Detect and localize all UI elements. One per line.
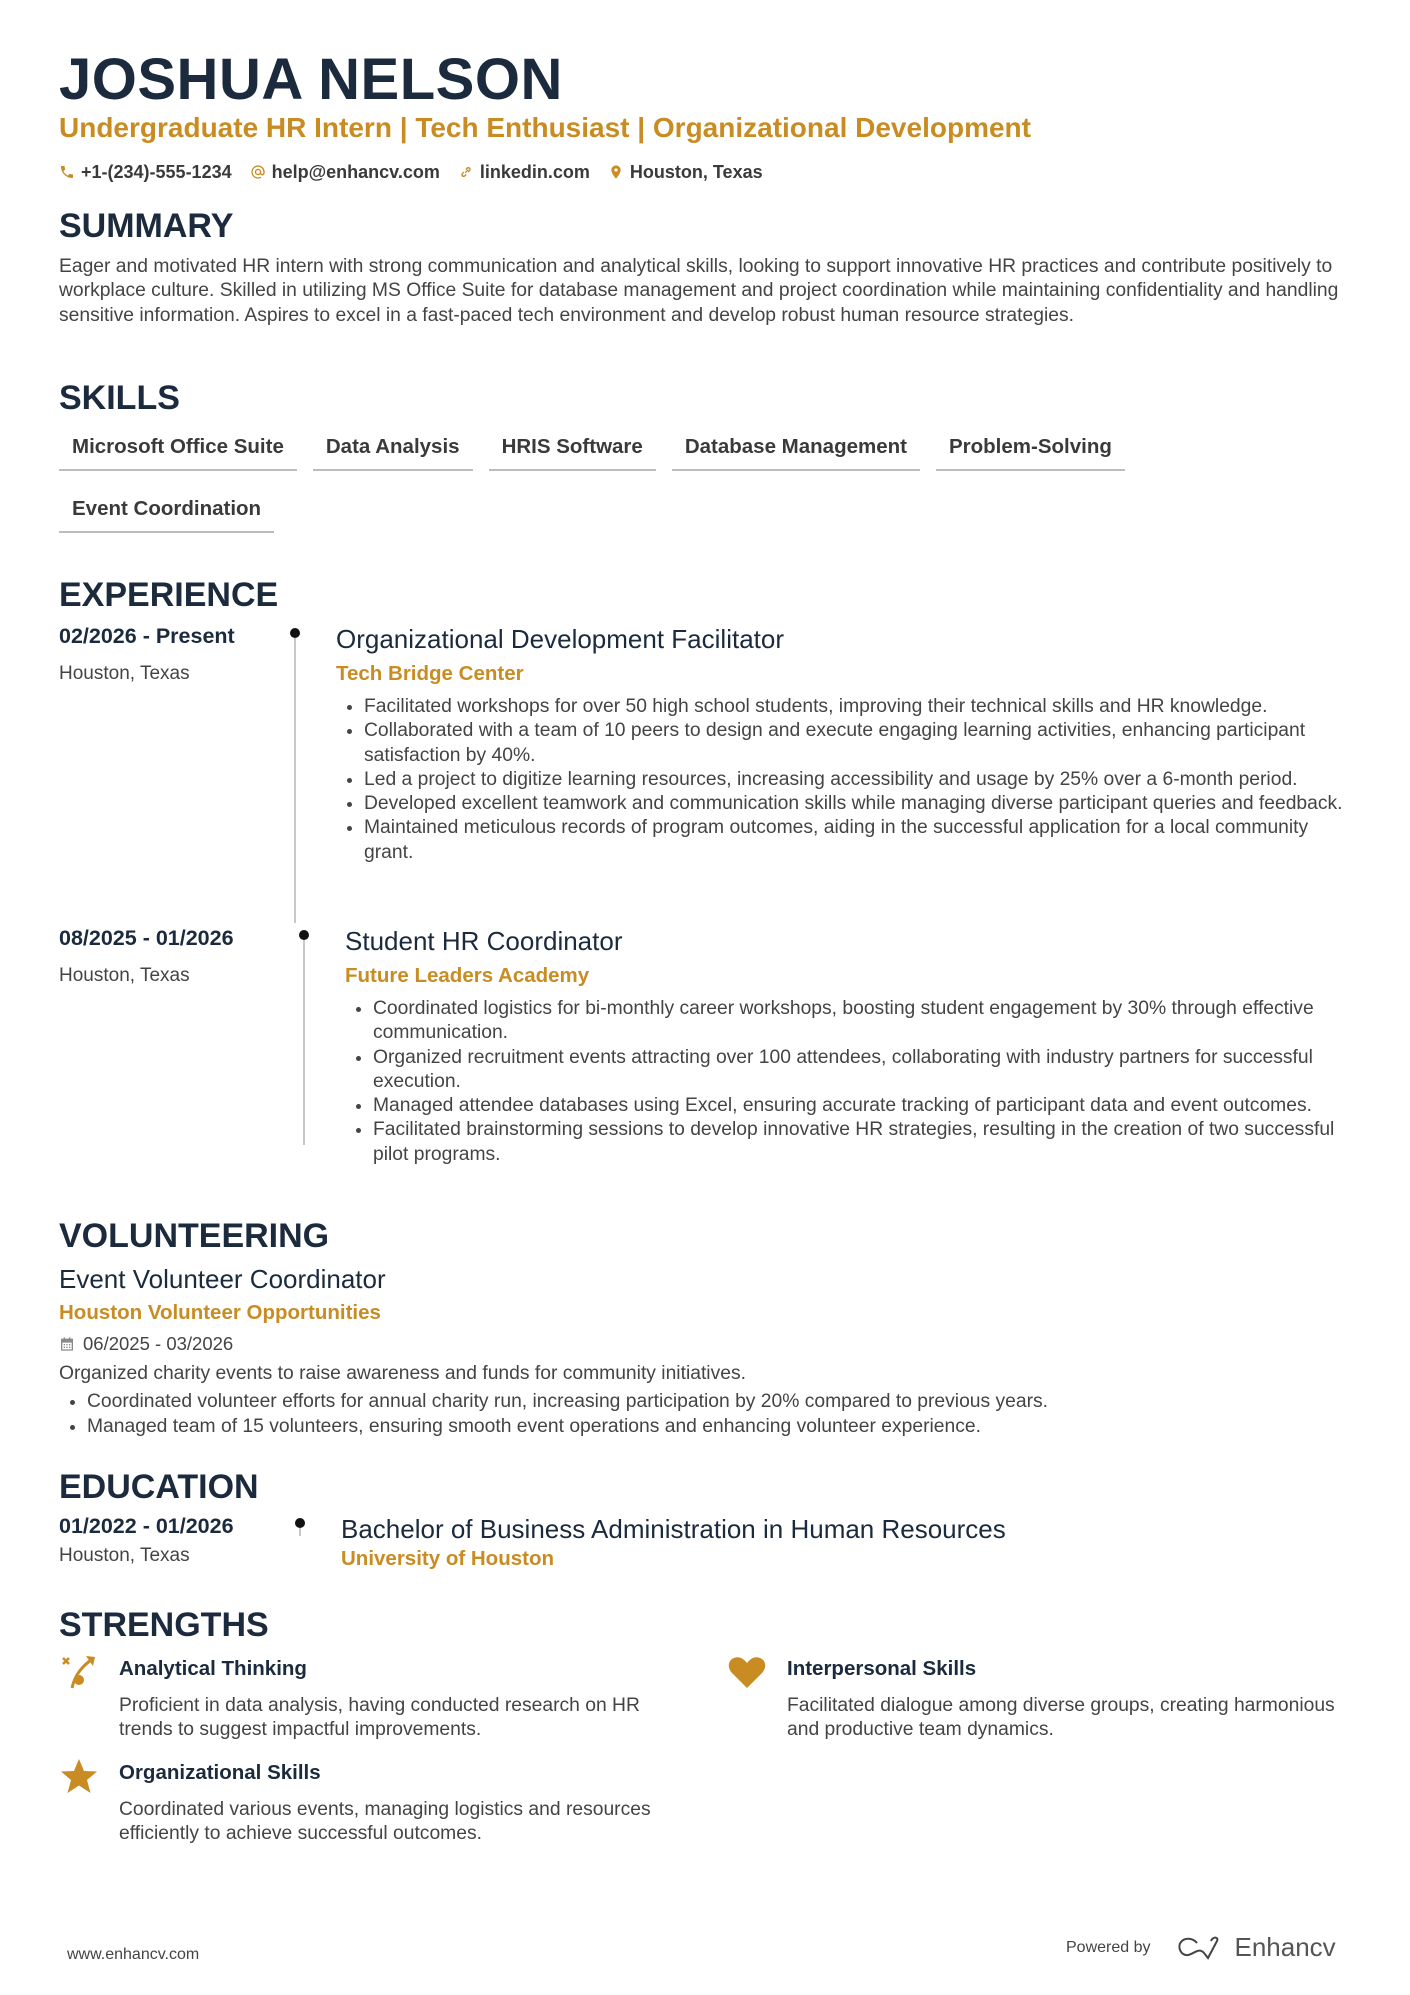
heart-icon: [727, 1652, 767, 1692]
strength-description: Coordinated various events, managing logistics and resources efficiently to achieve successful outcomes.: [119, 1799, 651, 1845]
contact-email[interactable]: help@enhancv.com: [250, 160, 440, 184]
experience-role: Organizational Development Facilitator: [336, 624, 784, 654]
section-title-skills: SKILLS: [59, 379, 180, 417]
bullet-item: Led a project to digitize learning resources, increasing accessibility and usage by 25% over a 6-month period.: [336, 768, 1351, 792]
footer-website-link[interactable]: www.enhancv.com: [67, 1946, 200, 1963]
experience-role: Student HR Coordinator: [345, 926, 623, 956]
summary-text: Eager and motivated HR intern with strong communication and analytical skills, looking to support innovative HR practices and contribute positively to workplace culture. Skilled in utilizing MS Office Suite for database management and project coordination while maintaining confidentiality and handling sensitive information. Aspires to excel in a fast-paced tech environment and develop robust human resource strategies.: [59, 256, 1339, 326]
bullet-item: Facilitated brainstorming sessions to develop innovative HR strategies, resulting in the creation of two successful pilot programs.: [345, 1118, 1351, 1167]
bullet-item: Coordinated logistics for bi-monthly career workshops, boosting student engagement by 30% through effective communication.: [345, 997, 1351, 1046]
timeline-dot: [295, 1518, 305, 1528]
timeline-dot: [290, 628, 300, 638]
enhancv-brand-name: Enhancv: [1234, 1932, 1336, 1962]
section-title-experience: EXPERIENCE: [59, 576, 279, 614]
candidate-tagline: Undergraduate HR Intern | Tech Enthusiast | Organizational Development: [59, 112, 1031, 143]
skill-chip: Database Management: [672, 425, 920, 471]
powered-by: [1066, 1932, 1336, 1963]
experience-org: Tech Bridge Center: [336, 662, 524, 685]
section-title-education: EDUCATION: [59, 1468, 259, 1506]
bullet-item: Managed team of 15 volunteers, ensuring smooth event operations and enhancing volunteer experience.: [59, 1415, 1351, 1439]
enhancv-logo[interactable]: [1177, 1932, 1336, 1963]
experience-date: 02/2026 - Present: [59, 624, 235, 648]
contact-location: Houston, Texas: [608, 160, 763, 184]
section-title-strengths: STRENGTHS: [59, 1606, 269, 1644]
strategy-icon: [59, 1652, 99, 1692]
calendar-icon: [59, 1336, 75, 1352]
experience-location: Houston, Texas: [59, 663, 190, 684]
bullet-item: Managed attendee databases using Excel, ensuring accurate tracking of participant data and event outcomes.: [345, 1094, 1351, 1118]
bullet-item: Coordinated volunteer efforts for annual charity run, increasing participation by 20% compared to previous years.: [59, 1390, 1351, 1414]
candidate-name: JOSHUA NELSON: [59, 47, 563, 112]
section-title-volunteering: VOLUNTEERING: [59, 1217, 330, 1255]
volunteering-role: Event Volunteer Coordinator: [59, 1264, 386, 1294]
skills-list: [59, 425, 1351, 533]
education-degree: Bachelor of Business Administration in Human Resources: [341, 1514, 1006, 1544]
education-meta: [59, 1512, 289, 1568]
timeline-line: [299, 1528, 301, 1536]
timeline-marker: [295, 1518, 305, 1528]
experience-bullets: [345, 997, 1351, 1167]
powered-by-label: Powered by: [1066, 1938, 1151, 1956]
education-date: 01/2022 - 01/2026: [59, 1514, 234, 1538]
timeline-marker: [290, 628, 300, 638]
volunteering-description: Organized charity events to raise awareness and funds for community initiatives.: [59, 1363, 746, 1384]
strength-title: Organizational Skills: [119, 1761, 321, 1784]
location-pin-icon: [608, 164, 624, 180]
experience-location: Houston, Texas: [59, 965, 190, 986]
experience-org: Future Leaders Academy: [345, 964, 590, 987]
experience-meta: [59, 924, 289, 988]
timeline-marker: [299, 930, 309, 940]
volunteering-date: 06/2025 - 03/2026: [59, 1332, 1351, 1356]
experience-details: [336, 622, 1351, 865]
strength-description: Proficient in data analysis, having conducted research on HR trends to suggest impactful improvements.: [119, 1695, 640, 1741]
education-school: University of Houston: [341, 1547, 554, 1570]
bullet-item: Facilitated workshops for over 50 high school students, improving their technical skills and HR knowledge.: [336, 695, 1351, 719]
volunteering-entry: [59, 1262, 1351, 1439]
star-icon: [59, 1756, 99, 1796]
experience-bullets: [336, 695, 1351, 865]
skill-chip: Event Coordination: [59, 487, 274, 533]
contact-linkedin[interactable]: linkedin.com: [458, 160, 590, 184]
timeline-line: [303, 940, 305, 1145]
experience-details: [345, 924, 1351, 1167]
strength-title: Interpersonal Skills: [787, 1657, 977, 1680]
contact-row: [59, 160, 763, 184]
bullet-item: Collaborated with a team of 10 peers to design and execute engaging learning activities, enhancing participant satisfaction by 40%.: [336, 719, 1351, 768]
timeline-dot: [299, 930, 309, 940]
volunteering-org: Houston Volunteer Opportunities: [59, 1301, 381, 1324]
volunteering-bullets: [59, 1390, 1351, 1439]
skill-chip: Problem-Solving: [936, 425, 1125, 471]
timeline-line: [294, 638, 296, 923]
education-location: Houston, Texas: [59, 1545, 190, 1566]
strength-description: Facilitated dialogue among diverse groups, creating harmonious and productive team dynamics.: [787, 1695, 1335, 1741]
bullet-item: Organized recruitment events attracting over 100 attendees, collaborating with industry partners for successful execution.: [345, 1046, 1351, 1095]
bullet-item: Developed excellent teamwork and communication skills while managing diverse participant queries and feedback.: [336, 792, 1351, 816]
phone-icon: [59, 164, 75, 180]
experience-meta: [59, 622, 289, 686]
at-icon: [250, 164, 266, 180]
link-icon: [458, 164, 474, 180]
skill-chip: Data Analysis: [313, 425, 473, 471]
skill-chip: HRIS Software: [489, 425, 656, 471]
experience-date: 08/2025 - 01/2026: [59, 926, 234, 950]
contact-phone[interactable]: +1-(234)-555-1234: [59, 160, 232, 184]
enhancv-logo-icon: [1177, 1935, 1223, 1961]
section-title-summary: SUMMARY: [59, 207, 234, 245]
bullet-item: Maintained meticulous records of program outcomes, aiding in the successful application for a local community grant.: [336, 816, 1351, 865]
education-details: [341, 1512, 1351, 1572]
strength-title: Analytical Thinking: [119, 1657, 307, 1680]
skill-chip: Microsoft Office Suite: [59, 425, 297, 471]
